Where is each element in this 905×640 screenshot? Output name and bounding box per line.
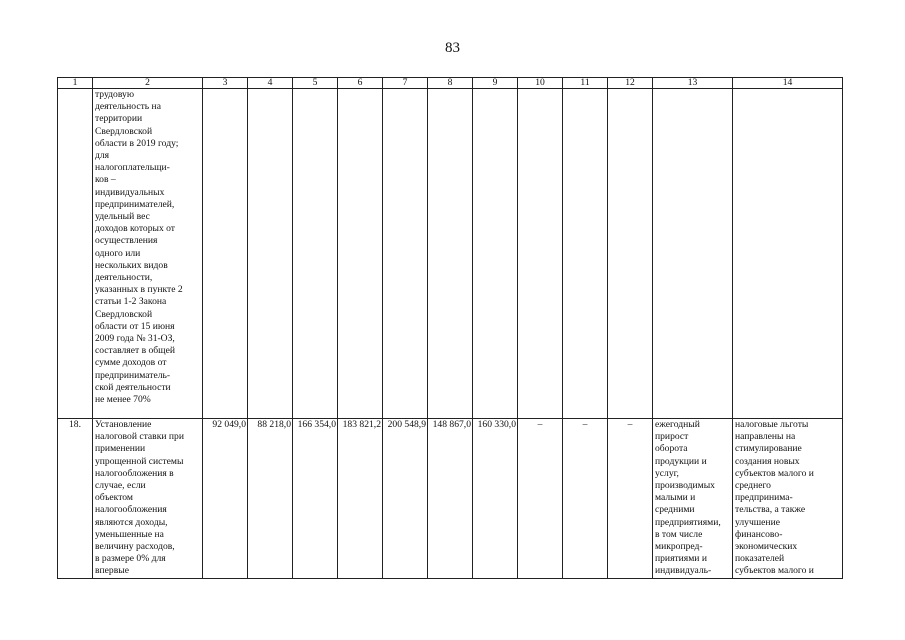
text-line: в размере 0% для xyxy=(95,553,166,565)
header-cell-1: 1 xyxy=(58,78,93,89)
text-line: осуществления xyxy=(95,235,158,247)
text-line: сумме доходов от xyxy=(95,357,167,369)
value-cell xyxy=(608,89,653,419)
page-number: 83 xyxy=(445,40,460,56)
rationale-cell xyxy=(733,419,843,579)
value-cell xyxy=(563,89,608,419)
header-cell-4: 4 xyxy=(248,78,293,89)
text-line: налогоплательщи- xyxy=(95,162,170,174)
text-line: субъектов малого и xyxy=(735,467,814,479)
text-line: финансово- xyxy=(735,528,783,540)
text-line: предприниматель- xyxy=(95,369,171,381)
text-line: упрощенной системы xyxy=(95,455,184,467)
text-line: Свердловской xyxy=(95,125,153,137)
text-line: предпринима- xyxy=(735,492,793,504)
text-line: величину расходов, xyxy=(95,541,175,553)
description-cell xyxy=(93,419,203,579)
text-line: создания новых xyxy=(735,455,800,467)
text-line: ской деятельности xyxy=(95,381,171,393)
text-line: среднего xyxy=(735,480,771,492)
text-line: применении xyxy=(95,443,146,455)
text-line: статьи 1-2 Закона xyxy=(95,296,167,308)
text-line: одного или xyxy=(95,247,141,259)
text-line: улучшение xyxy=(735,516,780,528)
text-line: налогообложения xyxy=(95,504,167,516)
value-cell xyxy=(248,89,293,419)
text-line: тельства, а также xyxy=(735,504,806,516)
text-line: налоговой ставки при xyxy=(95,431,184,443)
text-line: являются доходы, xyxy=(95,516,168,528)
value-cell xyxy=(293,89,338,419)
text-line: территории xyxy=(95,113,143,125)
header-cell-2: 2 xyxy=(93,78,203,89)
text-line: уменьшенные на xyxy=(95,528,164,540)
text-line: случае, если xyxy=(95,480,146,492)
dash-cell: – xyxy=(518,419,563,579)
text-line: области от 15 июня xyxy=(95,320,175,332)
text-line: производимых xyxy=(655,480,715,492)
text-line: оборота xyxy=(655,443,688,455)
text-line: деятельность на xyxy=(95,101,161,113)
text-line: предприятиями, xyxy=(655,516,721,528)
header-cell-13: 13 xyxy=(653,78,733,89)
text-line: области в 2019 году; xyxy=(95,137,179,149)
text-line: направлены на xyxy=(735,431,796,443)
text-line: ков – xyxy=(95,174,116,186)
header-cell-12: 12 xyxy=(608,78,653,89)
value-cell xyxy=(428,89,473,419)
text-line: налоговые льготы xyxy=(735,419,809,430)
text-line: Свердловской xyxy=(95,308,153,320)
header-row xyxy=(58,78,843,89)
header-cell-7: 7 xyxy=(383,78,428,89)
description-cell xyxy=(93,89,203,419)
text-line: продукции и xyxy=(655,455,707,467)
value-cell: 183 821,2 xyxy=(338,419,383,579)
header-cell-8: 8 xyxy=(428,78,473,89)
text-line: трудовую xyxy=(95,89,135,100)
value-cell: 160 330,0 xyxy=(473,419,518,579)
header-cell-9: 9 xyxy=(473,78,518,89)
header-cell-11: 11 xyxy=(563,78,608,89)
text-line: предпринимателей, xyxy=(95,198,175,210)
header-cell-5: 5 xyxy=(293,78,338,89)
value-cell: 200 548,9 xyxy=(383,419,428,579)
header-cell-10: 10 xyxy=(518,78,563,89)
goal-cell xyxy=(653,419,733,579)
text-line: доходов которых от xyxy=(95,223,176,235)
value-cell xyxy=(473,89,518,419)
text-line: нескольких видов xyxy=(95,259,168,271)
value-cell: 88 218,0 xyxy=(248,419,293,579)
text-line: деятельности, xyxy=(95,272,153,284)
header-cell-6: 6 xyxy=(338,78,383,89)
text-line: объектом xyxy=(95,492,133,504)
text-line: для xyxy=(95,150,110,162)
text-line: впервые xyxy=(95,565,129,577)
text-line: услуг, xyxy=(655,467,679,479)
text-line: микропред- xyxy=(655,541,703,553)
row-number-cell: 18. xyxy=(58,419,93,579)
value-cell xyxy=(383,89,428,419)
text-line: указанных в пункте 2 xyxy=(95,284,183,296)
text-line: составляет в общей xyxy=(95,345,175,357)
text-line: субъектов малого и xyxy=(735,565,814,577)
dash-cell: – xyxy=(608,419,653,579)
value-cell xyxy=(203,89,248,419)
value-cell: 92 049,0 xyxy=(203,419,248,579)
text-line: малыми и xyxy=(655,492,696,504)
text-line: прирост xyxy=(655,431,689,443)
text-line: индивидуаль- xyxy=(655,565,712,577)
value-cell xyxy=(338,89,383,419)
header-cell-3: 3 xyxy=(203,78,248,89)
rationale-cell xyxy=(733,89,843,419)
text-line: 2009 года № 31-ОЗ, xyxy=(95,333,175,345)
header-cell-14: 14 xyxy=(733,78,843,89)
text-line: удельный вес xyxy=(95,211,150,223)
value-cell xyxy=(518,89,563,419)
text-line: Установление xyxy=(95,419,152,430)
row-number-cell xyxy=(58,89,93,419)
text-line: стимулирование xyxy=(735,443,802,455)
text-line: индивидуальных xyxy=(95,186,165,198)
table-row-18 xyxy=(58,419,843,579)
value-cell: 148 867,0 xyxy=(428,419,473,579)
text-line: показателей xyxy=(735,553,785,565)
goal-cell xyxy=(653,89,733,419)
text-line: не менее 70% xyxy=(95,394,151,406)
value-cell: 166 354,0 xyxy=(293,419,338,579)
table-row-continuation xyxy=(58,89,843,419)
text-line: в том числе xyxy=(655,528,703,540)
text-line: экономических xyxy=(735,541,798,553)
text-line: средними xyxy=(655,504,695,516)
benefits-table xyxy=(57,77,843,579)
text-line: приятиями и xyxy=(655,553,707,565)
dash-cell: – xyxy=(563,419,608,579)
text-line: налогообложения в xyxy=(95,467,174,479)
text-line: ежегодный xyxy=(655,419,700,430)
